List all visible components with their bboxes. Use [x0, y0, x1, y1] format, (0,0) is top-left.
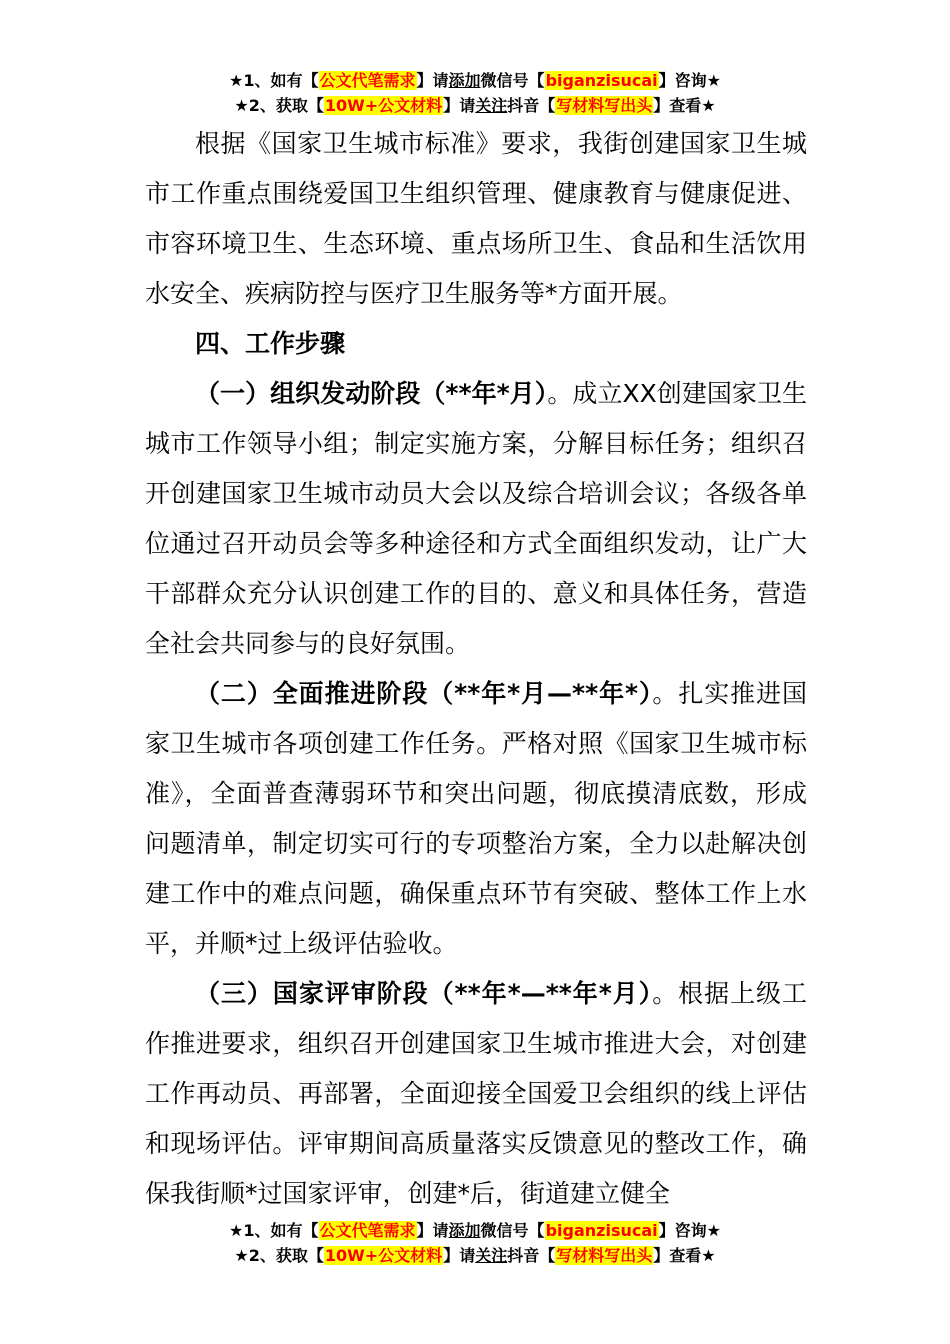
- promo-line-2: [0, 93, 950, 118]
- promo-text: ★1、如有【: [229, 1221, 319, 1240]
- promo-highlight: 10W+公文材料: [324, 96, 443, 115]
- step-body: 。根据上级工作推进要求，组织召开创建国家卫生城市推进大会，对创建工作再动员、再部署，全面迎接全国爱卫会组织的线上评估和现场评估。评审期间高质量落实反馈意见的整改工作，确保我街顺*过国家评审，创建*后，街道建立健全: [145, 979, 807, 1208]
- promo-highlight: 10W+公文材料: [324, 1246, 443, 1265]
- promo-highlight: 公文代笔需求: [319, 1221, 416, 1240]
- step-lead: （一）组织发动阶段（**年*月）: [195, 379, 548, 408]
- promo-highlight: 公文代笔需求: [319, 71, 416, 90]
- promo-underlined: 关注: [475, 1246, 508, 1265]
- promo-text: 】查看★: [653, 96, 716, 115]
- section-heading: 四、工作步骤: [195, 329, 346, 358]
- promo-text: 】请: [443, 96, 476, 115]
- step-lead: （三）国家评审阶段（**年*—**年*月）: [195, 979, 653, 1008]
- promo-text: 】咨询★: [658, 71, 721, 90]
- promo-text: 抖音【: [507, 96, 556, 115]
- promo-underlined: 添加: [448, 71, 481, 90]
- promo-text: 微信号【: [480, 71, 545, 90]
- promo-highlight-wechat: biganzisucai: [545, 1221, 658, 1240]
- promo-highlight-douyin: 写材料写出头: [556, 96, 653, 115]
- step-paragraph-3: [145, 969, 807, 1219]
- promo-text: 】请: [416, 1221, 449, 1240]
- promo-text: 抖音【: [507, 1246, 556, 1265]
- promo-line-1: [0, 68, 950, 93]
- promo-text: 微信号【: [480, 1221, 545, 1240]
- promo-text: 】咨询★: [658, 1221, 721, 1240]
- promo-line-2: [0, 1243, 950, 1268]
- step-lead: （二）全面推进阶段（**年*月—**年*）: [195, 679, 653, 708]
- promo-banner-top: [0, 68, 950, 118]
- promo-text: 】请: [416, 71, 449, 90]
- promo-line-1: [0, 1218, 950, 1243]
- promo-highlight-wechat: biganzisucai: [545, 71, 658, 90]
- promo-text: 】请: [443, 1246, 476, 1265]
- document-body: [145, 119, 807, 1219]
- promo-underlined: 关注: [475, 96, 508, 115]
- step-body: 。成立XX创建国家卫生城市工作领导小组；制定实施方案，分解目标任务；组织召开创建国家卫生城市动员大会以及综合培训会议；各级各单位通过召开动员会等多种途径和方式全面组织发动，让广大干部群众充分认识创建工作的目的、意义和具体任务，营造全社会共同参与的良好氛围。: [145, 379, 807, 658]
- promo-highlight-douyin: 写材料写出头: [556, 1246, 653, 1265]
- promo-text: ★2、获取【: [234, 96, 324, 115]
- step-paragraph-1: [145, 369, 807, 669]
- step-body: 。扎实推进国家卫生城市各项创建工作任务。严格对照《国家卫生城市标准》，全面普查薄弱环节和突出问题，彻底摸清底数，形成问题清单，制定切实可行的专项整治方案，全力以赴解决创建工作中的难点问题，确保重点环节有突破、整体工作上水平，并顺*过上级评估验收。: [145, 679, 807, 958]
- promo-underlined: 添加: [448, 1221, 481, 1240]
- step-paragraph-2: [145, 669, 807, 969]
- promo-text: 】查看★: [653, 1246, 716, 1265]
- intro-paragraph: 根据《国家卫生城市标准》要求，我街创建国家卫生城市工作重点围绕爱国卫生组织管理、健康教育与健康促进、市容环境卫生、生态环境、重点场所卫生、食品和生活饮用水安全、疾病防控与医疗卫生服务等*方面开展。: [145, 129, 807, 308]
- promo-text: ★2、获取【: [234, 1246, 324, 1265]
- promo-text: ★1、如有【: [229, 71, 319, 90]
- promo-banner-bottom: [0, 1218, 950, 1268]
